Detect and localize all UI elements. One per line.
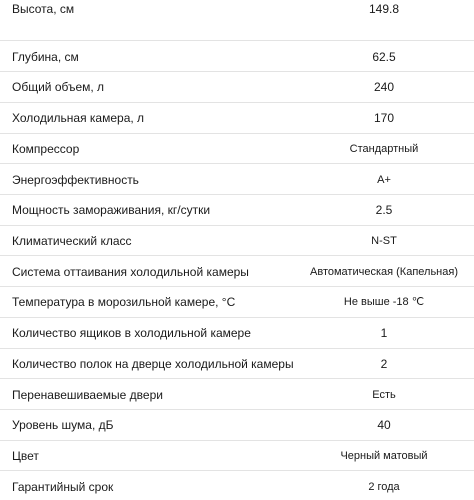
spec-label: Цвет <box>12 449 39 463</box>
spec-label: Энергоэффективность <box>12 173 139 187</box>
spec-label: Перенавешиваемые двери <box>12 388 163 402</box>
spec-row <box>0 256 474 287</box>
spec-value: Не выше -18 ℃ <box>343 296 425 308</box>
spec-value: 1 <box>380 326 388 340</box>
spec-label: Высота, см <box>12 2 75 16</box>
spec-value: Автоматическая (Капельная) <box>310 266 458 278</box>
spec-row <box>0 318 474 349</box>
spec-label: Количество ящиков в холодильной камере <box>12 326 251 340</box>
spec-row <box>0 134 474 164</box>
spec-value: 2.5 <box>375 203 393 217</box>
spec-value: Черный матовый <box>340 450 428 462</box>
spec-row <box>0 410 474 441</box>
spec-label: Мощность замораживания, кг/сутки <box>12 203 211 217</box>
spec-label: Глубина, см <box>12 50 79 64</box>
spec-label: Уровень шума, дБ <box>12 418 114 432</box>
spec-value: A+ <box>377 174 391 186</box>
spec-value: 62.5 <box>372 50 396 64</box>
spec-label: Система оттаивания холодильной камеры <box>12 265 249 279</box>
spec-value: 240 <box>373 80 395 94</box>
spec-label: Холодильная камера, л <box>12 111 145 125</box>
spec-value: N-ST <box>371 235 397 247</box>
spec-row <box>0 471 474 500</box>
spec-row <box>0 349 474 379</box>
spec-row <box>0 72 474 103</box>
spec-value: 40 <box>377 418 391 432</box>
spec-value: 149.8 <box>368 2 400 16</box>
spec-row <box>0 195 474 226</box>
spec-row <box>0 287 474 318</box>
spec-value: Есть <box>372 389 396 401</box>
spec-row <box>0 41 474 72</box>
spec-row <box>0 441 474 471</box>
spec-label: Гарантийный срок <box>12 480 114 494</box>
spec-label: Общий объем, л <box>12 80 105 94</box>
spec-label: Компрессор <box>12 142 80 156</box>
spec-value: 170 <box>373 111 395 125</box>
spec-row <box>0 164 474 195</box>
spec-value: Стандартный <box>349 143 419 155</box>
spec-label: Температура в морозильной камере, °С <box>12 295 236 309</box>
spec-row <box>0 0 474 22</box>
spec-label: Количество полок на дверце холодильной камеры <box>12 357 294 371</box>
spec-label: Климатический класс <box>12 234 132 248</box>
spec-row <box>0 226 474 256</box>
spec-value: 2 года <box>368 481 400 493</box>
spec-row <box>0 103 474 134</box>
spec-value: 2 <box>380 357 388 371</box>
spec-row <box>0 379 474 410</box>
